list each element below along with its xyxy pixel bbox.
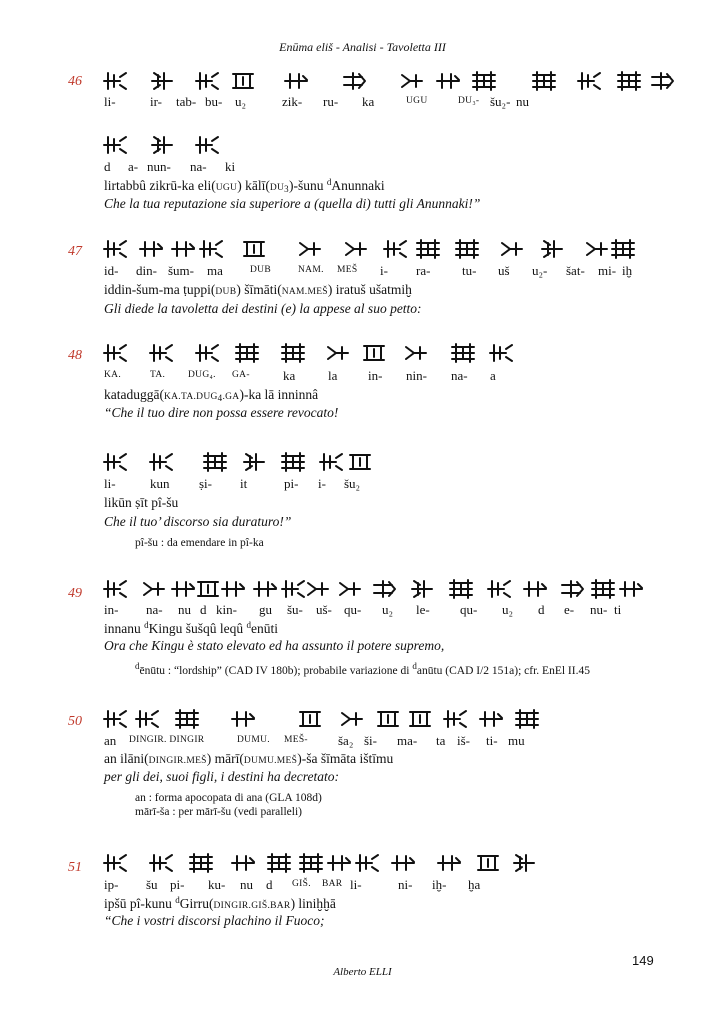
syllable-logogram: DU₃- bbox=[458, 96, 480, 106]
syllable: mu bbox=[508, 733, 525, 748]
cuneiform-sign bbox=[328, 347, 348, 359]
transliteration-line bbox=[0, 368, 725, 384]
transliteration-line bbox=[0, 263, 725, 279]
verse-number: 50 bbox=[68, 714, 82, 729]
translation: per gli dei, suoi figli, i destini ha decretato: bbox=[104, 769, 339, 784]
cuneiform-sign bbox=[490, 345, 512, 361]
syllable: id- bbox=[104, 263, 119, 278]
cuneiform-sign bbox=[104, 241, 126, 257]
syllable: na- bbox=[190, 159, 207, 174]
cuneiform-sign bbox=[172, 582, 194, 596]
syllable: nu bbox=[178, 602, 191, 617]
normalization: iddin-šum-ma ṭuppi(DUB) šīmāti(NAM.MEŠ) iratuš ušatmiḫ bbox=[104, 282, 412, 297]
cuneiform-sign bbox=[328, 856, 350, 870]
running-footer: Alberto ELLI bbox=[333, 966, 392, 978]
translation: “Che i vostri discorsi plachino il Fuoco; bbox=[104, 913, 325, 928]
syllable: ša₂ bbox=[338, 733, 354, 748]
syllable: qu- bbox=[460, 602, 478, 617]
syllable: tab- bbox=[176, 94, 197, 109]
cuneiform-sign bbox=[233, 74, 253, 88]
cuneiform-sign bbox=[402, 75, 422, 87]
cuneiform-sign bbox=[176, 710, 198, 728]
cuneiform-sign bbox=[236, 344, 258, 362]
cuneiform-sign bbox=[308, 583, 328, 595]
cuneiform-sign bbox=[378, 712, 398, 726]
normalization: ipšū pî-kunu $^d$Girru(DINGIR.GIŠ.BAR) liniḫḫā bbox=[104, 895, 336, 911]
syllable: ni- bbox=[398, 877, 413, 892]
cuneiform-sign bbox=[480, 712, 502, 726]
cuneiform-sign bbox=[533, 72, 555, 90]
transliteration-line bbox=[0, 877, 725, 893]
cuneiform-sign bbox=[450, 580, 472, 598]
cuneiform-sign bbox=[244, 454, 264, 470]
cuneiform-sign bbox=[578, 73, 600, 89]
cuneiform-sign bbox=[406, 347, 426, 359]
cuneiform-sign bbox=[364, 346, 384, 360]
cuneiform-sign bbox=[104, 581, 126, 597]
syllable: ru- bbox=[323, 94, 339, 109]
cuneiform-sign bbox=[104, 855, 126, 871]
cuneiform-sign bbox=[618, 72, 640, 90]
cuneiform-sign bbox=[592, 580, 614, 598]
cuneiform-sign bbox=[444, 711, 466, 727]
cuneiform-sign bbox=[150, 345, 172, 361]
syllable-logogram: UGU bbox=[406, 96, 428, 106]
normalization: innanu $^d$Kingu šušqû leqû $^d$enūti bbox=[104, 620, 278, 636]
cuneiform-sign bbox=[104, 345, 126, 361]
syllable: ka bbox=[283, 368, 296, 383]
syllable-logogram: MEŠ bbox=[337, 265, 358, 275]
cuneiform-sign bbox=[136, 711, 158, 727]
cuneiform-sign bbox=[282, 344, 304, 362]
syllable-logogram: KA. bbox=[104, 370, 121, 380]
syllable-logogram: BAR bbox=[322, 879, 343, 889]
syllable: uš bbox=[498, 263, 510, 278]
syllable: bu- bbox=[205, 94, 223, 109]
transliteration-line bbox=[0, 602, 725, 618]
cuneiform-line bbox=[0, 70, 725, 92]
syllable: la bbox=[328, 368, 338, 383]
cuneiform-sign bbox=[282, 581, 304, 597]
cuneiform-sign bbox=[452, 344, 474, 362]
cuneiform-sign bbox=[437, 74, 459, 88]
cuneiform-sign bbox=[222, 582, 244, 596]
syllable: kun bbox=[150, 476, 170, 491]
cuneiform-sign bbox=[410, 712, 430, 726]
cuneiform-sign bbox=[542, 241, 562, 257]
cuneiform-sign bbox=[478, 856, 498, 870]
syllable: nu bbox=[240, 877, 253, 892]
syllable-logogram: NAM. bbox=[298, 265, 324, 275]
page-number: 149 bbox=[632, 953, 654, 968]
cuneiform-sign bbox=[356, 855, 378, 871]
syllable: na- bbox=[146, 602, 163, 617]
cuneiform-sign bbox=[562, 581, 583, 597]
syllable: e- bbox=[564, 602, 575, 617]
syllable: a- bbox=[128, 159, 139, 174]
cuneiform-sign bbox=[514, 855, 534, 871]
cuneiform-line bbox=[0, 342, 725, 364]
syllable: šat- bbox=[566, 263, 585, 278]
cuneiform-sign bbox=[346, 243, 366, 255]
syllable: u₂- bbox=[532, 263, 548, 278]
syllable: nun- bbox=[147, 159, 171, 174]
syllable: ti- bbox=[486, 733, 498, 748]
syllable: li- bbox=[104, 476, 116, 491]
verse-number: 49 bbox=[68, 586, 82, 601]
footnote: pî-šu : da emendare in pî-ka bbox=[135, 537, 264, 549]
syllable: pi- bbox=[284, 476, 299, 491]
cuneiform-line bbox=[0, 852, 725, 874]
cuneiform-sign bbox=[612, 240, 634, 258]
cuneiform-sign bbox=[152, 73, 172, 89]
syllable: šu bbox=[146, 877, 158, 892]
cuneiform-sign bbox=[268, 854, 290, 872]
syllable: pi- bbox=[170, 877, 185, 892]
cuneiform-sign bbox=[232, 856, 254, 870]
cuneiform-line bbox=[0, 451, 725, 473]
cuneiform-sign bbox=[516, 710, 538, 728]
syllable-logogram: GA- bbox=[232, 370, 250, 380]
syllable: nu bbox=[516, 94, 529, 109]
cuneiform-sign bbox=[196, 345, 218, 361]
syllable: din- bbox=[136, 263, 157, 278]
normalization: likūn ṣīt pî-šu bbox=[104, 495, 179, 510]
cuneiform-sign bbox=[152, 137, 172, 153]
syllable: šu₂ bbox=[344, 476, 361, 491]
cuneiform-line bbox=[0, 578, 725, 600]
running-header: Enūma eliš - Analisi - Tavoletta III bbox=[279, 40, 446, 54]
transliteration-line bbox=[0, 94, 725, 110]
syllable: d bbox=[266, 877, 273, 892]
syllable: ta bbox=[436, 733, 446, 748]
cuneiform-sign bbox=[150, 454, 172, 470]
translation: Ora che Kingu è stato elevato ed ha assunto il potere supremo, bbox=[104, 638, 445, 653]
syllable: qu- bbox=[344, 602, 362, 617]
cuneiform-sign bbox=[392, 856, 414, 870]
cuneiform-sign bbox=[285, 74, 307, 88]
cuneiform-sign bbox=[412, 581, 432, 597]
cuneiform-sign bbox=[204, 453, 226, 471]
syllable: nin- bbox=[406, 368, 427, 383]
normalization: an ilāni(DINGIR.MEŠ) mārī(DUMU.MEŠ)-ša šīmāta ištīmu bbox=[104, 751, 394, 766]
syllable: ma bbox=[207, 263, 223, 278]
syllable: nu- bbox=[590, 602, 608, 617]
translation: Che la tua reputazione sia superiore a (quella di) tutti gli Anunnaki!” bbox=[104, 196, 481, 211]
syllable: zik- bbox=[282, 94, 303, 109]
footnote: an : forma apocopata di ana (GLA 108d) bbox=[135, 792, 322, 804]
syllable: ku- bbox=[208, 877, 226, 892]
cuneiform-sign bbox=[300, 712, 320, 726]
cuneiform-sign bbox=[232, 712, 254, 726]
cuneiform-sign bbox=[150, 855, 172, 871]
transliteration-line bbox=[0, 733, 725, 749]
translation: “Che il tuo dire non possa essere revocato! bbox=[104, 405, 339, 420]
cuneiform-sign bbox=[144, 583, 164, 595]
cuneiform-line bbox=[0, 134, 725, 156]
cuneiform-sign bbox=[340, 583, 360, 595]
transliteration-line bbox=[0, 159, 725, 175]
syllable: iš- bbox=[457, 733, 470, 748]
cuneiform-line bbox=[0, 238, 725, 260]
verse-number: 48 bbox=[68, 348, 82, 363]
syllable: u₂ bbox=[382, 602, 394, 617]
syllable: an bbox=[104, 733, 117, 748]
syllable: mi- bbox=[598, 263, 617, 278]
syllable: ka bbox=[362, 94, 375, 109]
cuneiform-sign bbox=[300, 854, 322, 872]
syllable: d bbox=[200, 602, 207, 617]
translation: Che il tuo’ discorso sia duraturo!” bbox=[104, 514, 292, 529]
cuneiform-sign bbox=[104, 137, 126, 153]
cuneiform-sign bbox=[473, 72, 495, 90]
cuneiform-sign bbox=[587, 243, 607, 255]
normalization: lirtabbû zikrū-ka eli(UGU) $kālī(DU_3)$-šunu $^d$Anunnaki bbox=[104, 177, 385, 194]
syllable: d bbox=[104, 159, 111, 174]
cuneiform-sign bbox=[524, 582, 546, 596]
translation: Gli diede la tavoletta dei destini (e) la appese al suo petto: bbox=[104, 301, 422, 316]
syllable: i- bbox=[380, 263, 388, 278]
syllable: d bbox=[538, 602, 545, 617]
cuneiform-sign bbox=[384, 241, 406, 257]
cuneiform-sign bbox=[190, 854, 212, 872]
syllable: iḫ bbox=[622, 263, 633, 278]
cuneiform-sign bbox=[198, 582, 218, 596]
syllable: na- bbox=[451, 368, 468, 383]
normalization: $kataduggā(KA.TA.DUG_4.GA)-ka$ lā inninnâ bbox=[104, 387, 319, 403]
cuneiform-sign bbox=[300, 243, 320, 255]
cuneiform-sign bbox=[172, 242, 194, 256]
cuneiform-sign bbox=[196, 137, 218, 153]
cuneiform-sign bbox=[104, 73, 126, 89]
cuneiform-sign bbox=[374, 581, 395, 597]
syllable: šu₂- bbox=[490, 94, 511, 109]
syllable: šum- bbox=[168, 263, 194, 278]
syllable: šu- bbox=[287, 602, 303, 617]
cuneiform-sign bbox=[244, 242, 264, 256]
syllable: ši- bbox=[364, 733, 377, 748]
cuneiform-sign bbox=[342, 713, 362, 725]
syllable: li- bbox=[350, 877, 362, 892]
footnote: $^d$ēnūtu : “lordship” (CAD IV 180b); probabile variazione di $^d$anūtu (CAD I/2 151a); cfr. EnEl II.45 bbox=[135, 661, 590, 677]
cuneiform-sign bbox=[104, 454, 126, 470]
syllable-logogram: MEŠ- bbox=[284, 735, 308, 745]
cuneiform-sign bbox=[200, 241, 222, 257]
cuneiform-sign bbox=[196, 73, 218, 89]
cuneiform-sign bbox=[254, 582, 276, 596]
footnote: mārī-ša : per mārī-šu (vedi paralleli) bbox=[135, 806, 302, 818]
syllable-logogram: GIŠ. bbox=[292, 879, 311, 889]
cuneiform-sign bbox=[350, 455, 370, 469]
cuneiform-sign bbox=[417, 240, 439, 258]
verse-number: 46 bbox=[68, 74, 82, 89]
cuneiform-sign bbox=[140, 242, 162, 256]
cuneiform-sign bbox=[104, 711, 126, 727]
syllable: tu- bbox=[462, 263, 477, 278]
syllable: uš- bbox=[316, 602, 332, 617]
syllable-logogram: DUB bbox=[250, 265, 271, 275]
syllable: ra- bbox=[416, 263, 431, 278]
syllable: u₂ bbox=[235, 94, 247, 109]
syllable: ṣi- bbox=[199, 476, 212, 491]
syllable: ir- bbox=[150, 94, 163, 109]
cuneiform-sign bbox=[652, 73, 673, 89]
cuneiform-sign bbox=[282, 453, 304, 471]
cuneiform-sign bbox=[456, 240, 478, 258]
syllable-logogram: DUG₄. bbox=[188, 370, 216, 380]
syllable: kin- bbox=[216, 602, 237, 617]
cuneiform-sign bbox=[438, 856, 460, 870]
syllable: le- bbox=[416, 602, 430, 617]
cuneiform-sign bbox=[344, 73, 365, 89]
cuneiform-sign bbox=[620, 582, 642, 596]
cuneiform-sign bbox=[502, 243, 522, 255]
syllable: a bbox=[490, 368, 496, 383]
syllable: i- bbox=[318, 476, 326, 491]
syllable: ti bbox=[614, 602, 622, 617]
syllable: ma- bbox=[397, 733, 418, 748]
syllable: iḫ- bbox=[432, 877, 447, 892]
syllable: li- bbox=[104, 94, 116, 109]
syllable: it bbox=[240, 476, 248, 491]
syllable-logogram: DINGIR. DINGIR bbox=[129, 735, 205, 745]
syllable: in- bbox=[104, 602, 119, 617]
syllable: ip- bbox=[104, 877, 119, 892]
cuneiform-sign bbox=[320, 454, 342, 470]
cuneiform-line bbox=[0, 708, 725, 730]
syllable: u₂ bbox=[502, 602, 514, 617]
verse-number: 51 bbox=[68, 860, 82, 875]
syllable-logogram: TA. bbox=[150, 370, 166, 380]
transliteration-line bbox=[0, 476, 725, 492]
syllable-logogram: DUMU. bbox=[237, 735, 270, 745]
syllable: ḫa bbox=[468, 877, 481, 892]
cuneiform-sign bbox=[488, 581, 510, 597]
syllable: in- bbox=[368, 368, 383, 383]
verse-number: 47 bbox=[68, 244, 82, 259]
syllable: gu bbox=[259, 602, 272, 617]
syllable: ki bbox=[225, 159, 236, 174]
